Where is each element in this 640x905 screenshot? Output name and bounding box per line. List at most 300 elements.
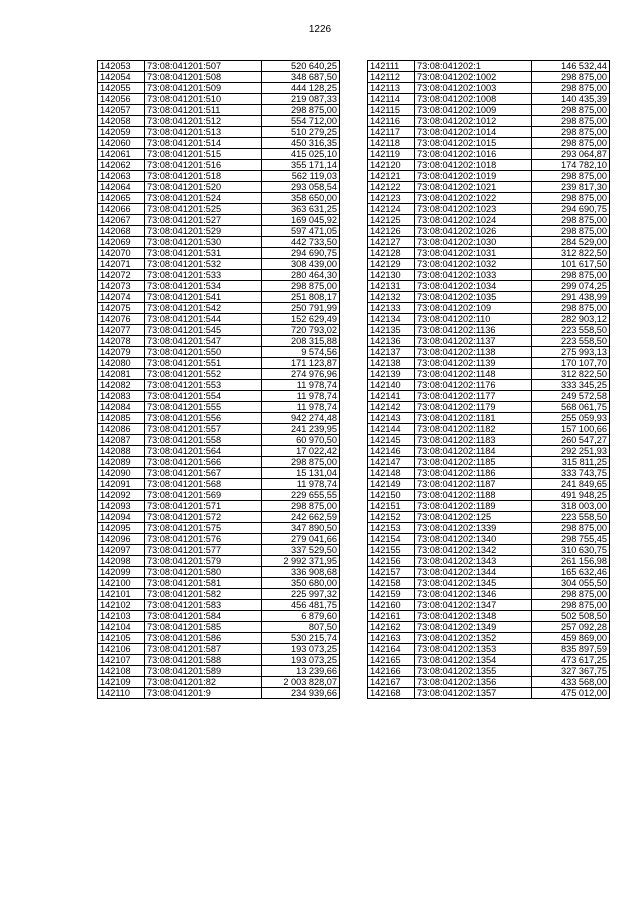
row-number: 142060 — [98, 138, 145, 149]
table-row — [368, 325, 610, 336]
cadastral-value: 292 251,93 — [532, 446, 610, 457]
cadastral-value: 13 239,66 — [262, 666, 340, 677]
row-number: 142163 — [368, 633, 415, 644]
cadastral-value: 568 061,75 — [532, 402, 610, 413]
row-number: 142152 — [368, 512, 415, 523]
row-number: 142067 — [98, 215, 145, 226]
table-row — [368, 105, 610, 116]
cadastral-number: 73:08:041201:508 — [145, 72, 262, 83]
table-row — [368, 688, 610, 699]
cadastral-number: 73:08:041201:9 — [145, 688, 262, 699]
cadastral-value: 60 970,50 — [262, 435, 340, 446]
table-row — [368, 160, 610, 171]
row-number: 142160 — [368, 600, 415, 611]
cadastral-number: 73:08:041201:577 — [145, 545, 262, 556]
table-row — [368, 237, 610, 248]
cadastral-number: 73:08:041202:1032 — [415, 259, 532, 270]
cadastral-number: 73:08:041201:510 — [145, 94, 262, 105]
row-number: 142127 — [368, 237, 415, 248]
cadastral-value: 15 131,04 — [262, 468, 340, 479]
row-number: 142166 — [368, 666, 415, 677]
table-row — [368, 380, 610, 391]
cadastral-number: 73:08:041202:1179 — [415, 402, 532, 413]
row-number: 142104 — [98, 622, 145, 633]
row-number: 142159 — [368, 589, 415, 600]
cadastral-table-left — [97, 60, 340, 699]
table-row — [98, 149, 340, 160]
cadastral-number: 73:08:041201:530 — [145, 237, 262, 248]
cadastral-value: 358 650,00 — [262, 193, 340, 204]
row-number: 142113 — [368, 83, 415, 94]
row-number: 142100 — [98, 578, 145, 589]
row-number: 142065 — [98, 193, 145, 204]
table-row — [98, 215, 340, 226]
cadastral-value: 169 045,92 — [262, 215, 340, 226]
table-row — [98, 72, 340, 83]
cadastral-number: 73:08:041201:554 — [145, 391, 262, 402]
table-row — [368, 358, 610, 369]
cadastral-number: 73:08:041202:1014 — [415, 127, 532, 138]
table-row — [98, 402, 340, 413]
row-number: 142143 — [368, 413, 415, 424]
cadastral-number: 73:08:041202:1024 — [415, 215, 532, 226]
cadastral-value: 459 869,00 — [532, 633, 610, 644]
cadastral-value: 6 879,60 — [262, 611, 340, 622]
cadastral-value: 502 508,50 — [532, 611, 610, 622]
table-row — [98, 391, 340, 402]
cadastral-value: 298 875,00 — [262, 281, 340, 292]
table-row — [98, 116, 340, 127]
row-number: 142096 — [98, 534, 145, 545]
row-number: 142086 — [98, 424, 145, 435]
row-number: 142079 — [98, 347, 145, 358]
row-number: 142095 — [98, 523, 145, 534]
row-number: 142056 — [98, 94, 145, 105]
table-row — [368, 303, 610, 314]
cadastral-value: 11 978,74 — [262, 479, 340, 490]
cadastral-number: 73:08:041202:1348 — [415, 611, 532, 622]
row-number: 142167 — [368, 677, 415, 688]
row-number: 142063 — [98, 171, 145, 182]
row-number: 142144 — [368, 424, 415, 435]
cadastral-number: 73:08:041201:534 — [145, 281, 262, 292]
row-number: 142103 — [98, 611, 145, 622]
row-number: 142151 — [368, 501, 415, 512]
cadastral-number: 73:08:041202:1187 — [415, 479, 532, 490]
row-number: 142125 — [368, 215, 415, 226]
table-row — [98, 226, 340, 237]
cadastral-number: 73:08:041202:1003 — [415, 83, 532, 94]
table-row — [368, 149, 610, 160]
row-number: 142162 — [368, 622, 415, 633]
cadastral-value: 298 875,00 — [262, 457, 340, 468]
cadastral-value: 336 908,68 — [262, 567, 340, 578]
cadastral-value: 274 976,96 — [262, 369, 340, 380]
table-row — [98, 567, 340, 578]
row-number: 142126 — [368, 226, 415, 237]
table-row — [368, 501, 610, 512]
cadastral-value: 520 640,25 — [262, 61, 340, 72]
table-row — [368, 413, 610, 424]
row-number: 142133 — [368, 303, 415, 314]
cadastral-number: 73:08:041202:1 — [415, 61, 532, 72]
cadastral-number: 73:08:041201:567 — [145, 468, 262, 479]
row-number: 142101 — [98, 589, 145, 600]
cadastral-number: 73:08:041201:525 — [145, 204, 262, 215]
cadastral-number: 73:08:041202:1346 — [415, 589, 532, 600]
cadastral-value: 280 464,30 — [262, 270, 340, 281]
cadastral-value: 279 041,66 — [262, 534, 340, 545]
cadastral-value: 275 993,13 — [532, 347, 610, 358]
cadastral-value: 257 092,28 — [532, 622, 610, 633]
table-row — [368, 556, 610, 567]
table-row — [98, 182, 340, 193]
table-row — [368, 567, 610, 578]
row-number: 142112 — [368, 72, 415, 83]
cadastral-number: 73:08:041201:589 — [145, 666, 262, 677]
cadastral-value: 337 529,50 — [262, 545, 340, 556]
row-number: 142091 — [98, 479, 145, 490]
row-number: 142122 — [368, 182, 415, 193]
row-number: 142099 — [98, 567, 145, 578]
cadastral-number: 73:08:041202:1354 — [415, 655, 532, 666]
cadastral-number: 73:08:041201:509 — [145, 83, 262, 94]
cadastral-value: 146 532,44 — [532, 61, 610, 72]
row-number: 142149 — [368, 479, 415, 490]
table-row — [368, 281, 610, 292]
cadastral-number: 73:08:041201:551 — [145, 358, 262, 369]
cadastral-value: 101 617,50 — [532, 259, 610, 270]
row-number: 142088 — [98, 446, 145, 457]
cadastral-value: 415 025,10 — [262, 149, 340, 160]
row-number: 142073 — [98, 281, 145, 292]
row-number: 142158 — [368, 578, 415, 589]
row-number: 142130 — [368, 270, 415, 281]
cadastral-value: 298 875,00 — [532, 138, 610, 149]
cadastral-value: 293 064,87 — [532, 149, 610, 160]
cadastral-number: 73:08:041202:110 — [415, 314, 532, 325]
cadastral-value: 11 978,74 — [262, 402, 340, 413]
table-row — [98, 138, 340, 149]
table-row — [98, 369, 340, 380]
cadastral-value: 170 107,70 — [532, 358, 610, 369]
cadastral-number: 73:08:041202:1176 — [415, 380, 532, 391]
table-row — [98, 248, 340, 259]
cadastral-number: 73:08:041202:1023 — [415, 204, 532, 215]
row-number: 142111 — [368, 61, 415, 72]
cadastral-number: 73:08:041202:1347 — [415, 600, 532, 611]
row-number: 142094 — [98, 512, 145, 523]
table-row — [368, 61, 610, 72]
cadastral-value: 165 632,46 — [532, 567, 610, 578]
cadastral-number: 73:08:041201:544 — [145, 314, 262, 325]
cadastral-number: 73:08:041201:571 — [145, 501, 262, 512]
cadastral-number: 73:08:041202:1016 — [415, 149, 532, 160]
row-number: 142135 — [368, 325, 415, 336]
cadastral-value: 298 875,00 — [532, 116, 610, 127]
cadastral-number: 73:08:041201:533 — [145, 270, 262, 281]
cadastral-value: 157 100,66 — [532, 424, 610, 435]
row-number: 142117 — [368, 127, 415, 138]
table-row — [98, 677, 340, 688]
cadastral-value: 347 890,50 — [262, 523, 340, 534]
cadastral-value: 2 003 828,07 — [262, 677, 340, 688]
cadastral-number: 73:08:041202:1012 — [415, 116, 532, 127]
cadastral-value: 223 558,50 — [532, 512, 610, 523]
row-number: 142068 — [98, 226, 145, 237]
cadastral-value: 223 558,50 — [532, 336, 610, 347]
cadastral-value: 355 171,14 — [262, 160, 340, 171]
cadastral-value: 298 875,00 — [532, 600, 610, 611]
row-number: 142161 — [368, 611, 415, 622]
cadastral-number: 73:08:041201:513 — [145, 127, 262, 138]
cadastral-number: 73:08:041201:582 — [145, 589, 262, 600]
cadastral-number: 73:08:041201:575 — [145, 523, 262, 534]
row-number: 142061 — [98, 149, 145, 160]
cadastral-value: 294 690,75 — [532, 204, 610, 215]
cadastral-value: 299 074,25 — [532, 281, 610, 292]
row-number: 142066 — [98, 204, 145, 215]
cadastral-value: 298 875,00 — [532, 105, 610, 116]
table-row — [368, 490, 610, 501]
row-number: 142120 — [368, 160, 415, 171]
row-number: 142077 — [98, 325, 145, 336]
cadastral-number: 73:08:041201:507 — [145, 61, 262, 72]
cadastral-value: 475 012,00 — [532, 688, 610, 699]
cadastral-number: 73:08:041202:1026 — [415, 226, 532, 237]
row-number: 142098 — [98, 556, 145, 567]
table-row — [368, 171, 610, 182]
cadastral-value: 312 822,50 — [532, 369, 610, 380]
cadastral-value: 298 875,00 — [532, 72, 610, 83]
table-row — [98, 424, 340, 435]
cadastral-value: 255 059,93 — [532, 413, 610, 424]
table-row — [98, 325, 340, 336]
cadastral-value: 294 690,75 — [262, 248, 340, 259]
cadastral-value: 315 811,25 — [532, 457, 610, 468]
table-row — [98, 127, 340, 138]
cadastral-value: 11 978,74 — [262, 391, 340, 402]
table-row — [368, 534, 610, 545]
cadastral-number: 73:08:041202:1139 — [415, 358, 532, 369]
cadastral-number: 73:08:041201:529 — [145, 226, 262, 237]
table-row — [368, 72, 610, 83]
cadastral-number: 73:08:041202:1002 — [415, 72, 532, 83]
table-row — [368, 83, 610, 94]
table-row — [368, 435, 610, 446]
cadastral-number: 73:08:041201:568 — [145, 479, 262, 490]
table-row — [98, 688, 340, 699]
table-row — [98, 358, 340, 369]
table-row — [368, 270, 610, 281]
cadastral-number: 73:08:041201:576 — [145, 534, 262, 545]
row-number: 142059 — [98, 127, 145, 138]
row-number: 142090 — [98, 468, 145, 479]
cadastral-value: 234 939,66 — [262, 688, 340, 699]
row-number: 142131 — [368, 281, 415, 292]
cadastral-value: 293 058,54 — [262, 182, 340, 193]
cadastral-number: 73:08:041201:518 — [145, 171, 262, 182]
row-number: 142102 — [98, 600, 145, 611]
cadastral-number: 73:08:041202:1355 — [415, 666, 532, 677]
cadastral-number: 73:08:041201:511 — [145, 105, 262, 116]
table-row — [368, 446, 610, 457]
cadastral-number: 73:08:041202:1349 — [415, 622, 532, 633]
cadastral-number: 73:08:041202:1342 — [415, 545, 532, 556]
cadastral-number: 73:08:041201:579 — [145, 556, 262, 567]
cadastral-value: 597 471,05 — [262, 226, 340, 237]
cadastral-number: 73:08:041201:527 — [145, 215, 262, 226]
cadastral-number: 73:08:041201:532 — [145, 259, 262, 270]
cadastral-number: 73:08:041202:1345 — [415, 578, 532, 589]
cadastral-value: 473 617,25 — [532, 655, 610, 666]
table-row — [98, 545, 340, 556]
row-number: 142157 — [368, 567, 415, 578]
table-row — [98, 435, 340, 446]
cadastral-value: 363 631,25 — [262, 204, 340, 215]
row-number: 142165 — [368, 655, 415, 666]
cadastral-value: 298 875,00 — [532, 303, 610, 314]
cadastral-value: 720 793,02 — [262, 325, 340, 336]
cadastral-value: 140 435,39 — [532, 94, 610, 105]
row-number: 142072 — [98, 270, 145, 281]
cadastral-value: 2 992 371,95 — [262, 556, 340, 567]
cadastral-value: 304 055,50 — [532, 578, 610, 589]
cadastral-value: 318 003,00 — [532, 501, 610, 512]
row-number: 142121 — [368, 171, 415, 182]
row-number: 142108 — [98, 666, 145, 677]
cadastral-number: 73:08:041202:1021 — [415, 182, 532, 193]
cadastral-value: 298 875,00 — [532, 589, 610, 600]
row-number: 142147 — [368, 457, 415, 468]
cadastral-value: 193 073,25 — [262, 655, 340, 666]
row-number: 142124 — [368, 204, 415, 215]
table-row — [98, 468, 340, 479]
cadastral-value: 350 680,00 — [262, 578, 340, 589]
cadastral-number: 73:08:041201:512 — [145, 116, 262, 127]
row-number: 142093 — [98, 501, 145, 512]
cadastral-number: 73:08:041201:572 — [145, 512, 262, 523]
cadastral-value: 9 574,56 — [262, 347, 340, 358]
table-row — [368, 182, 610, 193]
cadastral-number: 73:08:041202:1035 — [415, 292, 532, 303]
row-number: 142106 — [98, 644, 145, 655]
cadastral-value: 17 022,42 — [262, 446, 340, 457]
cadastral-value: 442 733,50 — [262, 237, 340, 248]
table-row — [368, 424, 610, 435]
cadastral-value: 284 529,00 — [532, 237, 610, 248]
table-row — [98, 303, 340, 314]
row-number: 142075 — [98, 303, 145, 314]
cadastral-number: 73:08:041202:1356 — [415, 677, 532, 688]
cadastral-number: 73:08:041202:1182 — [415, 424, 532, 435]
table-row — [368, 391, 610, 402]
table-row — [368, 589, 610, 600]
cadastral-number: 73:08:041202:1138 — [415, 347, 532, 358]
cadastral-value: 298 875,00 — [262, 105, 340, 116]
cadastral-number: 73:08:041202:1186 — [415, 468, 532, 479]
cadastral-number: 73:08:041201:564 — [145, 446, 262, 457]
table-row — [98, 171, 340, 182]
row-number: 142110 — [98, 688, 145, 699]
table-row — [98, 666, 340, 677]
cadastral-number: 73:08:041201:586 — [145, 633, 262, 644]
table-row — [98, 83, 340, 94]
cadastral-value: 171 123,87 — [262, 358, 340, 369]
row-number: 142138 — [368, 358, 415, 369]
table-row — [98, 655, 340, 666]
row-number: 142137 — [368, 347, 415, 358]
cadastral-number: 73:08:041201:566 — [145, 457, 262, 468]
table-row — [98, 347, 340, 358]
cadastral-value: 298 755,45 — [532, 534, 610, 545]
cadastral-number: 73:08:041201:541 — [145, 292, 262, 303]
cadastral-number: 73:08:041201:542 — [145, 303, 262, 314]
table-row — [98, 446, 340, 457]
row-number: 142153 — [368, 523, 415, 534]
cadastral-number: 73:08:041201:552 — [145, 369, 262, 380]
row-number: 142053 — [98, 61, 145, 72]
table-row — [368, 644, 610, 655]
cadastral-number: 73:08:041201:524 — [145, 193, 262, 204]
cadastral-number: 73:08:041201:569 — [145, 490, 262, 501]
cadastral-value: 807,50 — [262, 622, 340, 633]
table-row — [98, 633, 340, 644]
table-row — [368, 259, 610, 270]
table-row — [368, 600, 610, 611]
cadastral-table-right — [367, 60, 610, 699]
cadastral-value: 11 978,74 — [262, 380, 340, 391]
cadastral-number: 73:08:041202:1185 — [415, 457, 532, 468]
table-row — [368, 622, 610, 633]
table-row — [368, 677, 610, 688]
table-row — [368, 479, 610, 490]
cadastral-value: 444 128,25 — [262, 83, 340, 94]
row-number: 142105 — [98, 633, 145, 644]
cadastral-number: 73:08:041202:1022 — [415, 193, 532, 204]
cadastral-value: 298 875,00 — [532, 127, 610, 138]
row-number: 142078 — [98, 336, 145, 347]
cadastral-value: 298 875,00 — [532, 193, 610, 204]
cadastral-value: 456 481,75 — [262, 600, 340, 611]
cadastral-value: 225 997,32 — [262, 589, 340, 600]
cadastral-value: 208 315,88 — [262, 336, 340, 347]
row-number: 142116 — [368, 116, 415, 127]
cadastral-value: 942 274,48 — [262, 413, 340, 424]
cadastral-value: 298 875,00 — [532, 226, 610, 237]
table-row — [98, 644, 340, 655]
cadastral-value: 223 558,50 — [532, 325, 610, 336]
row-number: 142114 — [368, 94, 415, 105]
row-number: 142141 — [368, 391, 415, 402]
row-number: 142082 — [98, 380, 145, 391]
cadastral-number: 73:08:041201:580 — [145, 567, 262, 578]
cadastral-number: 73:08:041202:125 — [415, 512, 532, 523]
table-row — [368, 204, 610, 215]
cadastral-number: 73:08:041202:1148 — [415, 369, 532, 380]
row-number: 142164 — [368, 644, 415, 655]
table-row — [368, 578, 610, 589]
cadastral-number: 73:08:041202:1183 — [415, 435, 532, 446]
cadastral-value: 308 439,00 — [262, 259, 340, 270]
row-number: 142057 — [98, 105, 145, 116]
table-row — [368, 138, 610, 149]
cadastral-value: 239 817,30 — [532, 182, 610, 193]
table-row — [368, 633, 610, 644]
cadastral-value: 193 073,25 — [262, 644, 340, 655]
table-row — [98, 237, 340, 248]
cadastral-value: 298 875,00 — [262, 501, 340, 512]
